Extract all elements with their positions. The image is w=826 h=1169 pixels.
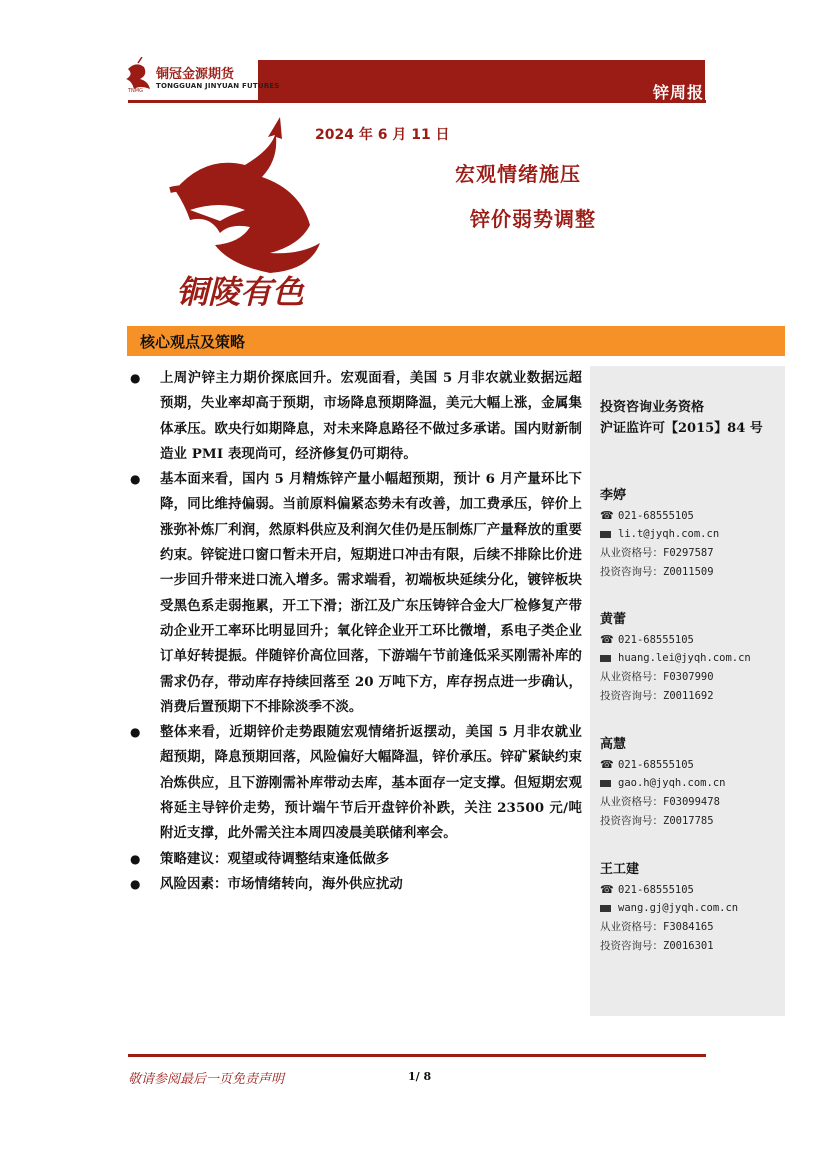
bullet-strategy: ● 策略建议：观望或待调整结束逢低做多 <box>130 847 582 872</box>
bullet-overall: ● 整体来看，近期锌价走势跟随宏观情绪折返摆动，美国 5 月非农就业超预期，降息预期回落，风险偏好大幅降温，锌价承压。锌矿紧缺约束冶炼供应，且下游刚需补库带动去库，基本面存一定支撑。但短期宏观将延主导锌价走势，预计端午节后开盘锌价补跌，关注 23500 元/吨附近支撑，此外需关注本周四凌晨美联储利率会。 <box>130 720 582 846</box>
core-points-list <box>130 366 582 897</box>
footer-rule <box>128 1054 706 1057</box>
phone-icon: ☎ <box>600 758 614 771</box>
analyst-card <box>600 608 780 706</box>
analyst-phone: 021-68555105 <box>618 634 694 646</box>
email-icon <box>600 780 611 787</box>
analyst-cert: 从业资格号：F3084165 <box>600 921 714 933</box>
footer-disclaimer: 敬请参阅最后一页免责声明 <box>128 1072 285 1087</box>
email-icon <box>600 905 611 912</box>
analyst-name: 黄蕾 <box>600 612 627 627</box>
brand-name-en: TONGGUAN JINYUAN FUTURES <box>156 82 280 90</box>
page-number: 1/ 8 <box>408 1070 432 1083</box>
report-title-line1: 宏观情绪施压 <box>455 162 581 186</box>
phone-icon: ☎ <box>600 509 614 522</box>
emblem-calligraphy: 铜陵有色 <box>175 273 305 311</box>
analyst-cert: 从业资格号：F0307990 <box>600 671 714 683</box>
phone-icon: ☎ <box>600 633 614 646</box>
analyst-advisory: 投资咨询号：Z0017785 <box>600 815 714 827</box>
analyst-email[interactable]: li.t@jyqh.com.cn <box>618 528 720 540</box>
analyst-advisory: 投资咨询号：Z0011509 <box>600 566 714 578</box>
bullet-macro: ● 上周沪锌主力期价探底回升。宏观面看，美国 5 月非农就业数据远超预期，失业率却高于预期，市场降息预期降温，美元大幅上涨，金属集体承压。欧央行如期降息，对未来降息路径不做过多承诺。国内财新制造业 PMI 表现尚可，经济修复仍可期待。 <box>130 366 582 467</box>
analyst-phone: 021-68555105 <box>618 759 694 771</box>
email-icon <box>600 531 611 538</box>
license-line2: 沪证监许可【2015】84 号 <box>600 421 763 436</box>
bullet-fundamentals: ● 基本面来看，国内 5 月精炼锌产量小幅超预期，预计 6 月产量环比下降，同比维持偏弱。当前原料偏紧态势未有改善，加工费承压，锌价上涨弥补炼厂利润，然原料供应及利润欠佳仍是压制炼厂产量释放的重要约束。锌锭进口窗口暂未开启，短期进口冲击有限，后续不排除比价进一步回升带来进口流入增多。需求端看，初端板块延续分化，镀锌板块受黑色系走弱拖累，开工下滑；浙江及广东压铸锌合金大厂检修复产带动企业开工率环比明显回升；氧化锌企业开工环比微增，系电子类企业订单好转提振。伴随锌价高位回落，下游端午节前逢低采买刚需补库的需求仍存，带动库存持续回落至 20 万吨下方，库存拐点进一步确认，消费后置预期下不排除淡季不淡。 <box>130 467 582 720</box>
analyst-name: 高慧 <box>600 737 627 752</box>
brand-name-cn: 铜冠金源期货 <box>156 67 235 82</box>
tongling-emblem-icon <box>150 115 330 320</box>
analyst-card <box>600 858 780 956</box>
report-title-line2: 锌价弱势调整 <box>470 207 596 231</box>
analyst-card <box>600 733 780 831</box>
analyst-name: 李婷 <box>600 488 627 503</box>
analyst-advisory: 投资咨询号：Z0011692 <box>600 690 714 702</box>
analyst-advisory: 投资咨询号：Z0016301 <box>600 940 714 952</box>
bullet-risk: ● 风险因素：市场情绪转向，海外供应扰动 <box>130 872 582 897</box>
report-type: 锌周报 <box>652 83 704 102</box>
analyst-email[interactable]: gao.h@jyqh.com.cn <box>618 777 726 789</box>
license-line1: 投资咨询业务资格 <box>600 400 705 415</box>
analyst-name: 王工建 <box>600 862 640 877</box>
analyst-cert: 从业资格号：F03099478 <box>600 796 720 808</box>
header-bar <box>258 60 705 100</box>
section-title: 核心观点及策略 <box>140 333 246 351</box>
brand-abbr: TNMG <box>128 88 143 94</box>
analyst-phone: 021-68555105 <box>618 884 694 896</box>
phone-icon: ☎ <box>600 883 614 896</box>
analyst-phone: 021-68555105 <box>618 510 694 522</box>
email-icon <box>600 655 611 662</box>
report-date: 2024 年 6 月 11 日 <box>315 127 450 143</box>
analyst-cert: 从业资格号：F0297587 <box>600 547 714 559</box>
analyst-email[interactable]: huang.lei@jyqh.com.cn <box>618 652 751 664</box>
analyst-email[interactable]: wang.gj@jyqh.com.cn <box>618 902 739 914</box>
analyst-card <box>600 484 780 582</box>
header-rule <box>128 100 706 103</box>
